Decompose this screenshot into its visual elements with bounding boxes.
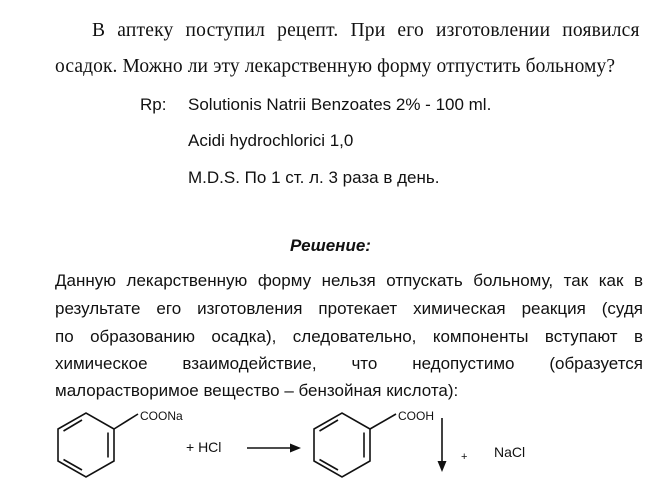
prescription-label: Rp: — [140, 95, 167, 114]
byproduct-label: NaCl — [494, 444, 526, 460]
benzene-ring-reactant — [58, 413, 138, 477]
solution-text-line: малорастворимое вещество – бензойная кислота): — [55, 381, 459, 400]
prescription-item: M.D.S. По 1 ст. л. 3 раза в день. — [188, 168, 440, 187]
reaction-scheme — [0, 400, 661, 494]
solution-text-line: по образованию осадка), следовательно, компоненты вступают в — [55, 327, 643, 346]
prescription-item: Acidi hydrochlorici 1,0 — [188, 131, 354, 150]
solution-text-line: химическое взаимодействие, что недопустимо (образуется — [55, 354, 643, 373]
reagent-label: + HCl — [186, 439, 222, 455]
reaction-arrow — [247, 444, 301, 453]
benzene-ring-product — [314, 413, 396, 477]
substituent-bond — [114, 414, 138, 429]
substituent-bond — [370, 414, 396, 429]
reactant-group-label: COONa — [140, 409, 183, 423]
plus-sign: + — [461, 451, 468, 463]
solution-text-line: результате его изготовления протекает химическая реакция (судя — [55, 299, 643, 318]
solution-title: Решение: — [290, 236, 371, 255]
solution-text-line: Данную лекарственную форму нельзя отпускать больному, так как в — [55, 271, 643, 290]
prescription-item: Solutionis Natrii Benzoates 2% - 100 ml. — [188, 95, 492, 114]
product-group-label: COOH — [398, 409, 434, 423]
problem-text-line-1: В аптеку поступил рецепт. При его изготовлении появился — [92, 20, 640, 41]
problem-text-line-2: осадок. Можно ли эту лекарственную форму отпустить больному? — [55, 56, 616, 77]
precipitate-arrow — [438, 418, 447, 472]
